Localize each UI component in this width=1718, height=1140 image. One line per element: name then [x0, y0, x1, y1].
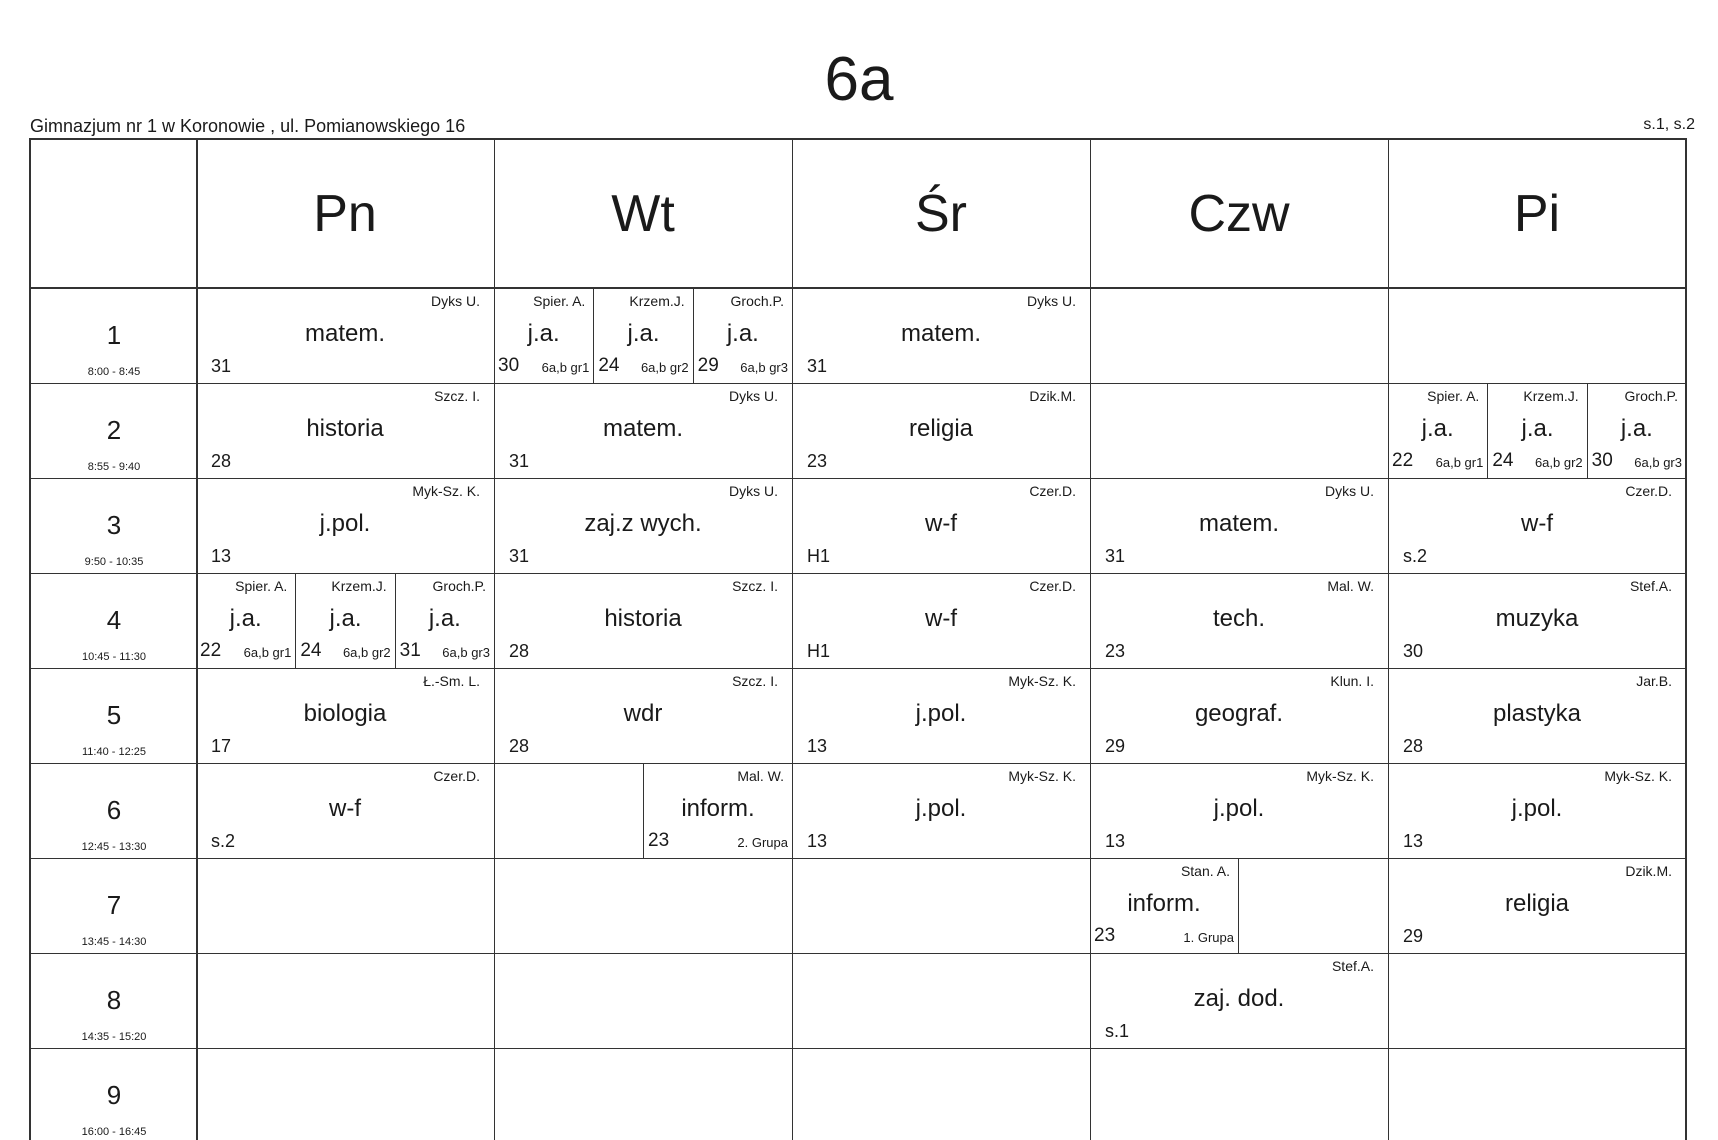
lesson-room: 23: [1094, 925, 1116, 946]
lesson-teacher: Mal. W.: [737, 768, 784, 784]
lesson-teacher: Groch.P.: [730, 293, 784, 309]
lesson-cell: [1388, 668, 1686, 763]
lesson-subject: j.a.: [726, 320, 759, 347]
lesson-cell: [196, 763, 494, 858]
lesson-teacher: Krzem.J.: [331, 578, 387, 594]
lesson-subject: j.a.: [1421, 415, 1454, 442]
lesson-room: H1: [807, 641, 831, 661]
lesson-room: 24: [598, 355, 620, 376]
lesson-subject: j.pol.: [1213, 795, 1265, 822]
lesson-cell: [494, 288, 593, 383]
period-time: 16:00 - 16:45: [81, 1126, 147, 1138]
lesson-subject: zaj. dod.: [1193, 985, 1285, 1012]
lesson-room: 28: [1403, 736, 1424, 756]
lesson-subject: w-f: [925, 510, 957, 537]
lesson-subject: w-f: [925, 605, 957, 632]
lesson-subject: j.a.: [527, 320, 560, 347]
lesson-teacher: Szcz. I.: [434, 388, 480, 404]
lesson-room: 13: [807, 831, 828, 851]
lesson-teacher: Myk-Sz. K.: [412, 483, 480, 499]
lesson-cell: [494, 668, 792, 763]
lesson-subject: matem.: [304, 320, 385, 347]
period-number: 6: [106, 795, 122, 825]
lesson-room: 23: [648, 830, 670, 851]
lesson-cell: [494, 383, 792, 478]
period-time: 11:40 - 12:25: [81, 746, 146, 758]
lesson-teacher: Czer.D.: [1029, 578, 1076, 594]
lesson-room: 31: [509, 546, 530, 566]
day-header-czw: Czw: [1188, 185, 1290, 243]
lesson-cell: [395, 573, 494, 668]
lesson-teacher: Spier. A.: [235, 578, 288, 594]
period-time: 8:00 - 8:45: [87, 366, 141, 378]
lesson-cell: [494, 478, 792, 573]
lesson-subject: religia: [1504, 890, 1570, 917]
grid-line: [31, 1048, 1685, 1049]
period-9: [31, 1048, 197, 1138]
lesson-room: 31: [211, 356, 232, 376]
period-number: 3: [106, 510, 122, 540]
lesson-group: 6a,b gr1: [243, 645, 292, 660]
period-number: 7: [106, 890, 122, 920]
period-time: 9:50 - 10:35: [84, 556, 144, 568]
lesson-room: 29: [1105, 736, 1126, 756]
rooms-label: s.1, s.2: [1643, 116, 1695, 133]
lesson-cell: [1090, 763, 1388, 858]
lesson-subject: plastyka: [1492, 700, 1582, 727]
lesson-cell: [1090, 573, 1388, 668]
period-1: [31, 288, 197, 378]
lesson-room: 30: [498, 355, 520, 376]
lesson-teacher: Krzem.J.: [1523, 388, 1579, 404]
lesson-subject: j.a.: [229, 605, 262, 632]
lesson-teacher: Klun. I.: [1330, 673, 1374, 689]
lesson-teacher: Czer.D.: [1029, 483, 1076, 499]
lesson-teacher: Dzik.M.: [1029, 388, 1076, 404]
lesson-cell: [1487, 383, 1586, 478]
period-number: 5: [106, 700, 122, 730]
lesson-teacher: Stef.A.: [1331, 958, 1374, 974]
lesson-group: 6a,b gr2: [342, 645, 391, 660]
lesson-room: s.1: [1105, 1021, 1130, 1041]
lesson-teacher: Czer.D.: [1625, 483, 1672, 499]
period-time: 14:35 - 15:20: [81, 1031, 147, 1043]
period-7: [31, 858, 197, 948]
lesson-room: 31: [807, 356, 828, 376]
lesson-subject: j.pol.: [915, 795, 967, 822]
lesson-room: 30: [1403, 641, 1424, 661]
lesson-teacher: Mal. W.: [1327, 578, 1374, 594]
lesson-subject: biologia: [303, 700, 387, 727]
lesson-teacher: Myk-Sz. K.: [1008, 768, 1076, 784]
lesson-cell: [1090, 478, 1388, 573]
lesson-teacher: Jar.B.: [1636, 673, 1672, 689]
lesson-teacher: Ł.-Sm. L.: [423, 673, 480, 689]
lesson-subject: zaj.z wych.: [584, 510, 702, 537]
lesson-group: 6a,b gr1: [541, 360, 590, 375]
lesson-room: s.2: [211, 831, 236, 851]
timetable-grid: [29, 138, 1687, 1140]
lesson-cell: [295, 573, 394, 668]
lesson-subject: religia: [908, 415, 974, 442]
lesson-room: 22: [1392, 450, 1414, 471]
lesson-room: 28: [509, 641, 530, 661]
lesson-teacher: Dyks U.: [1325, 483, 1374, 499]
lesson-group: 6a,b gr2: [1534, 455, 1583, 470]
lesson-room: 13: [807, 736, 828, 756]
lesson-subject: historia: [604, 605, 682, 632]
lesson-room: 13: [211, 546, 232, 566]
lesson-cell: [593, 288, 692, 383]
lesson-room: 24: [1492, 450, 1514, 471]
lesson-teacher: Dyks U.: [1027, 293, 1076, 309]
lesson-cell: [792, 763, 1090, 858]
lesson-group: 6a,b gr2: [640, 360, 689, 375]
lesson-cell: [693, 288, 792, 383]
lesson-subject: j.pol.: [319, 510, 371, 537]
lesson-group: 1. Grupa: [1183, 930, 1234, 945]
lesson-teacher: Groch.P.: [1624, 388, 1678, 404]
lesson-teacher: Krzem.J.: [629, 293, 685, 309]
period-time: 10:45 - 11:30: [81, 651, 146, 663]
lesson-room: 29: [697, 355, 719, 376]
lesson-cell: [792, 573, 1090, 668]
lesson-teacher: Myk-Sz. K.: [1604, 768, 1672, 784]
lesson-subject: matem.: [1198, 510, 1279, 537]
lesson-room: 31: [1105, 546, 1126, 566]
lesson-subject: inform.: [1127, 890, 1201, 917]
period-5: [31, 668, 197, 758]
class-title: 6a: [824, 45, 894, 114]
lesson-room: 17: [211, 736, 232, 756]
period-time: 13:45 - 14:30: [81, 936, 147, 948]
lesson-room: 28: [509, 736, 530, 756]
lesson-subject: muzyka: [1495, 605, 1579, 632]
lesson-cell: [196, 383, 494, 478]
grid-line: [31, 953, 1685, 954]
lesson-subject: matem.: [900, 320, 981, 347]
lesson-teacher: Dyks U.: [729, 483, 778, 499]
lesson-subject: wdr: [623, 700, 663, 727]
lesson-teacher: Spier. A.: [533, 293, 586, 309]
lesson-teacher: Dyks U.: [729, 388, 778, 404]
lesson-group: 6a,b gr3: [442, 645, 490, 660]
lesson-cell: [196, 288, 494, 383]
lesson-cell: [1090, 953, 1388, 1048]
period-number: 4: [106, 605, 122, 635]
lesson-subject: j.pol.: [915, 700, 967, 727]
lesson-cell: [643, 763, 792, 858]
period-3: [31, 478, 197, 568]
lesson-room: 28: [211, 451, 232, 471]
lesson-group: 6a,b gr3: [1634, 455, 1682, 470]
lesson-subject: j.a.: [428, 605, 461, 632]
period-8: [31, 953, 197, 1043]
lesson-room: s.2: [1403, 546, 1428, 566]
period-number: 1: [106, 320, 122, 350]
day-header-pn: Pn: [313, 185, 377, 243]
period-number: 8: [106, 985, 122, 1015]
lesson-cell: [1388, 478, 1686, 573]
period-time: 12:45 - 13:30: [81, 841, 147, 853]
lesson-cell: [196, 478, 494, 573]
lesson-cell: [792, 288, 1090, 383]
lesson-teacher: Myk-Sz. K.: [1306, 768, 1374, 784]
lesson-teacher: Spier. A.: [1427, 388, 1480, 404]
lesson-room: 13: [1105, 831, 1126, 851]
lesson-subject: j.a.: [627, 320, 660, 347]
lesson-group: 6a,b gr3: [740, 360, 788, 375]
period-number: 2: [106, 415, 122, 445]
lesson-subject: inform.: [681, 795, 755, 822]
lesson-teacher: Groch.P.: [432, 578, 486, 594]
lesson-subject: w-f: [329, 795, 361, 822]
lesson-subject: j.a.: [1521, 415, 1554, 442]
lesson-cell: [792, 478, 1090, 573]
lesson-cell: [1388, 858, 1686, 953]
lesson-subject: tech.: [1212, 605, 1266, 632]
lesson-group: 6a,b gr1: [1435, 455, 1484, 470]
lesson-teacher: Czer.D.: [433, 768, 480, 784]
lesson-room: 13: [1403, 831, 1424, 851]
lesson-room: 23: [807, 451, 828, 471]
lesson-room: 24: [300, 640, 322, 661]
period-4: [31, 573, 197, 663]
lesson-cell: [1388, 763, 1686, 858]
school-name: Gimnazjum nr 1 w Koronowie , ul. Pomianowskiego 16: [30, 116, 466, 136]
lesson-cell: [196, 573, 295, 668]
lesson-cell: [1388, 383, 1487, 478]
period-number: 9: [106, 1080, 122, 1110]
lesson-subject: geograf.: [1194, 700, 1284, 727]
period-6: [31, 763, 197, 853]
lesson-teacher: Szcz. I.: [732, 673, 778, 689]
lesson-teacher: Szcz. I.: [732, 578, 778, 594]
lesson-cell: [1587, 383, 1686, 478]
lesson-cell: [1090, 858, 1239, 953]
lesson-room: 31: [399, 640, 421, 661]
lesson-subject: historia: [306, 415, 384, 442]
lesson-cell: [196, 668, 494, 763]
lesson-teacher: Myk-Sz. K.: [1008, 673, 1076, 689]
lesson-subject: j.pol.: [1511, 795, 1563, 822]
lesson-group: 2. Grupa: [737, 835, 788, 850]
lesson-teacher: Dyks U.: [431, 293, 480, 309]
lesson-subject: j.a.: [329, 605, 362, 632]
lesson-cell: [1090, 668, 1388, 763]
lesson-room: H1: [807, 546, 831, 566]
day-header-pi: Pi: [1513, 185, 1561, 243]
lesson-subject: w-f: [1521, 510, 1553, 537]
lesson-teacher: Stef.A.: [1629, 578, 1672, 594]
lesson-room: 30: [1591, 450, 1613, 471]
lesson-room: 22: [200, 640, 222, 661]
lesson-room: 31: [509, 451, 530, 471]
lesson-teacher: Dzik.M.: [1625, 863, 1672, 879]
day-header-wt: Wt: [611, 185, 675, 243]
period-2: [31, 383, 197, 473]
lesson-cell: [792, 668, 1090, 763]
lesson-subject: j.a.: [1620, 415, 1653, 442]
period-time: 8:55 - 9:40: [87, 461, 141, 473]
lesson-cell: [792, 383, 1090, 478]
day-header-sr: Śr: [915, 185, 967, 243]
lesson-teacher: Stan. A.: [1180, 863, 1230, 879]
lesson-subject: matem.: [602, 415, 683, 442]
lesson-cell: [1388, 573, 1686, 668]
lesson-cell: [494, 573, 792, 668]
lesson-room: 29: [1403, 926, 1424, 946]
lesson-room: 23: [1105, 641, 1126, 661]
